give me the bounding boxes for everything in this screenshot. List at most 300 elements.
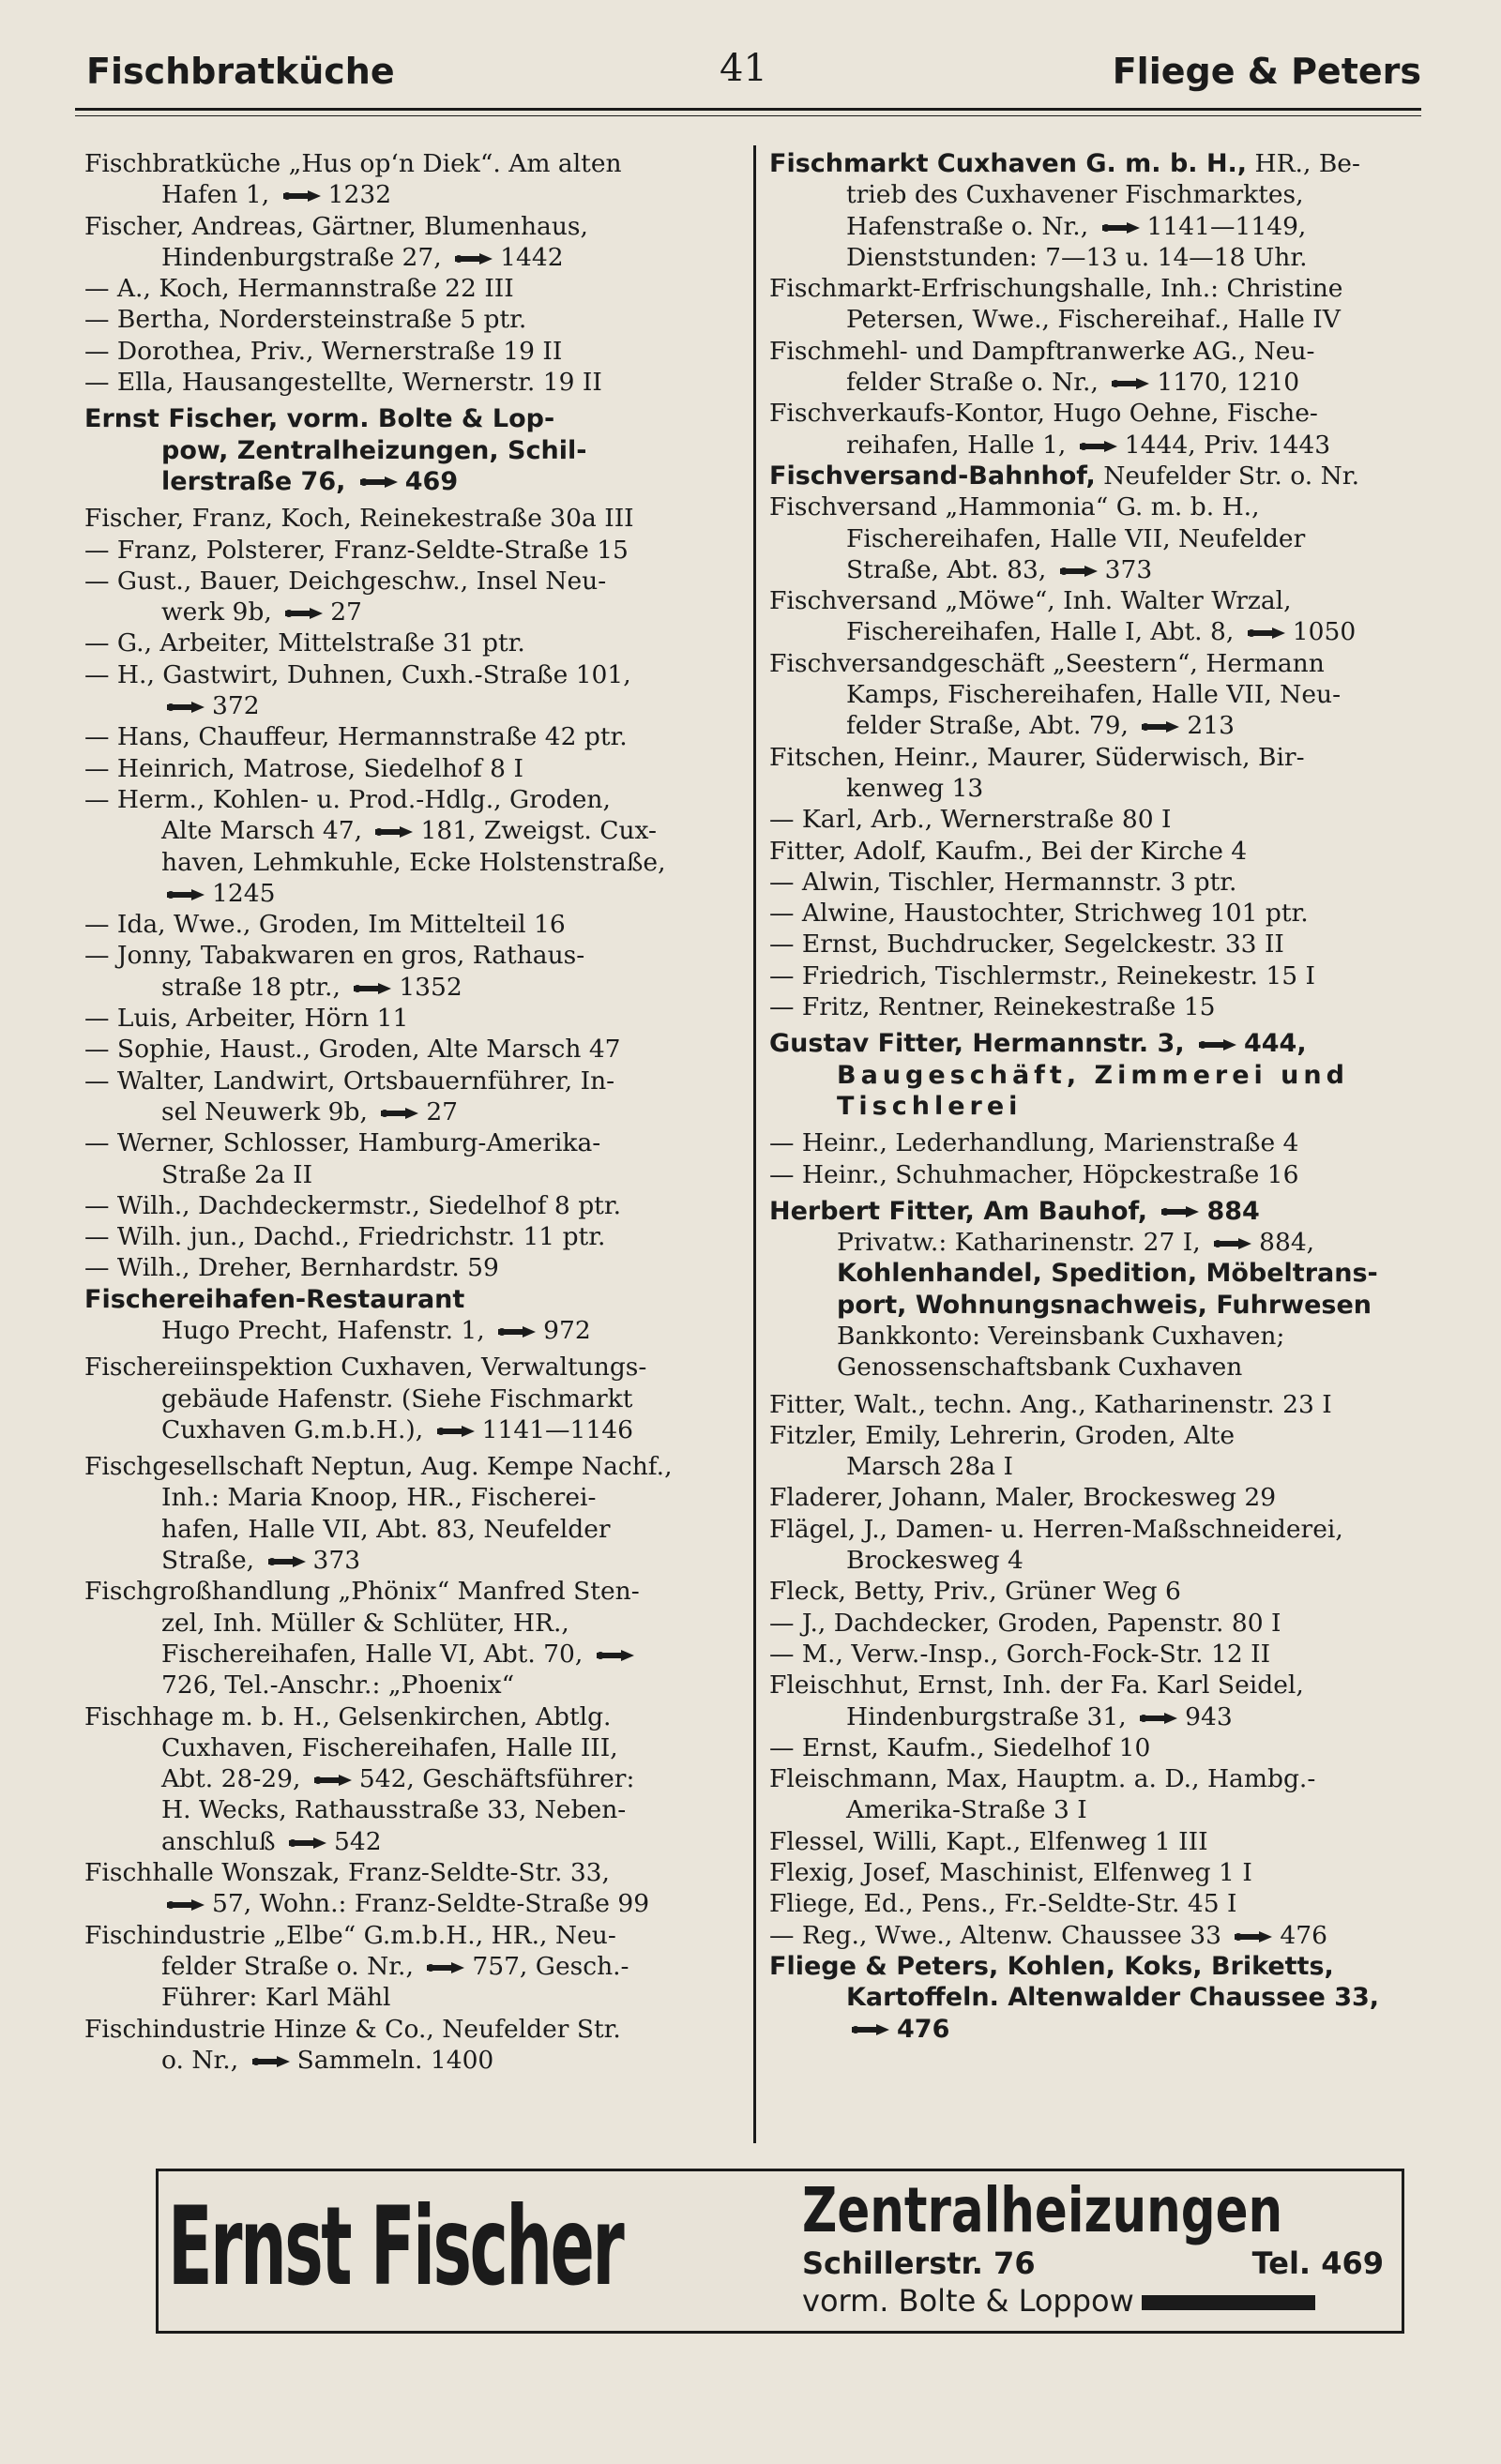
phone-number: 757, Gesch.- — [472, 1951, 629, 1981]
phone-number: 1352 — [399, 972, 462, 1002]
directory-entry — [84, 1066, 741, 1128]
phone-number: 372 — [212, 691, 260, 721]
directory-entry — [84, 1920, 741, 2014]
entry-line — [84, 503, 741, 534]
entry-text: 726, Tel.-Anschr.: „Phoenix“ — [161, 1670, 515, 1701]
entry-line — [769, 1826, 1407, 1857]
entry-line — [769, 679, 1407, 710]
entry-line — [84, 1951, 741, 1982]
entry-line — [84, 784, 741, 815]
entry-line — [769, 273, 1407, 304]
entry-line — [769, 773, 1407, 804]
entry-line — [769, 461, 1407, 491]
directory-entry — [769, 867, 1407, 898]
entry-line — [769, 336, 1407, 367]
entry-text: — Reg., Wwe., Altenw. Chaussee 33 — [769, 1920, 1230, 1950]
telephone-icon — [595, 1649, 636, 1662]
directory-entry — [84, 1284, 741, 1315]
entry-text: Hafen 1, — [161, 180, 278, 210]
entry-text: felder Straße, Abt. 79, — [846, 711, 1137, 741]
directory-entry — [769, 398, 1407, 461]
entry-line — [84, 466, 741, 497]
entry-line — [769, 1028, 1407, 1059]
entry-line — [769, 148, 1407, 179]
entry-text: pow, Zentralheizungen, Schil- — [161, 435, 587, 465]
entry-text: felder Straße o. Nr., — [846, 368, 1107, 398]
entry-text: Kamps, Fischereihafen, Halle VII, Neu- — [846, 680, 1342, 710]
entry-text: Fleischhut, Ernst, Inh. der Fa. Karl Seidel, — [769, 1670, 1304, 1701]
entry-line — [84, 1034, 741, 1065]
directory-entry — [84, 909, 741, 940]
ad-details — [802, 2174, 1393, 2327]
entry-text: Gustav Fitter, Hermannstr. 3, — [769, 1029, 1193, 1059]
directory-entry — [84, 1857, 741, 1920]
ad-company-name: Ernst Fischer — [168, 2184, 623, 2310]
entry-text: — Heinr., Schuhmacher, Höpckestraße 16 — [769, 1159, 1299, 1189]
directory-entry — [769, 1826, 1407, 1857]
entry-line — [769, 491, 1407, 522]
ad-telephone: Tel. 469 — [1251, 2245, 1384, 2281]
directory-entry — [769, 960, 1407, 991]
entry-text: Fischereihafen-Restaurant — [84, 1284, 465, 1314]
entry-line — [84, 690, 741, 721]
entry-text: Fitter, Walt., techn. Ang., Katharinenstr. 23 I — [769, 1389, 1332, 1419]
entry-line — [84, 1159, 741, 1190]
entry-text: — Wilh. jun., Dachd., Friedrichstr. 11 ptr. — [84, 1222, 606, 1252]
entry-line — [769, 1451, 1407, 1482]
phone-number: 213 — [1187, 711, 1235, 741]
telephone-icon — [1233, 1930, 1274, 1943]
entry-text: — Herm., Kohlen- u. Prod.-Hdlg., Groden, — [84, 784, 611, 814]
entry-text: Fischereiinspektion Cuxhaven, Verwaltungs- — [84, 1353, 647, 1383]
phone-number: 1141—1149, — [1146, 211, 1307, 241]
entry-text: Genossenschaftsbank Cuxhaven — [837, 1353, 1243, 1383]
entry-line — [84, 847, 741, 878]
entry-text: Fischindustrie Hinze & Co., Neufelder Str. — [84, 2014, 621, 2044]
telephone-icon — [850, 2023, 891, 2036]
phone-number: 469 — [404, 466, 459, 496]
entry-line — [84, 1857, 741, 1888]
entry-line — [84, 1670, 741, 1701]
directory-entry — [769, 273, 1407, 336]
entry-text: — G., Arbeiter, Mittelstraße 31 ptr. — [84, 628, 525, 658]
entry-line — [84, 878, 741, 909]
entry-text: — Ernst, Buchdrucker, Segelckestr. 33 II — [769, 930, 1284, 960]
entry-text: Hindenburgstraße 27, — [161, 242, 450, 272]
telephone-icon — [287, 1837, 328, 1850]
phone-number: 972 — [543, 1315, 591, 1345]
entry-text: Führer: Karl Mähl — [161, 1983, 391, 2013]
directory-entry — [84, 784, 741, 909]
entry-text: Fischgesellschaft Neptun, Aug. Kempe Nachf., — [84, 1452, 673, 1482]
telephone-icon — [312, 1774, 354, 1787]
telephone-icon — [358, 476, 400, 489]
directory-entry — [769, 648, 1407, 742]
telephone-icon — [435, 1425, 477, 1438]
entry-text: — Wilh., Dreher, Bernhardstr. 59 — [84, 1253, 499, 1283]
entry-text: Fischmehl- und Dampftranwerke AG., Neu- — [769, 336, 1315, 366]
telephone-icon — [266, 1555, 308, 1568]
phone-number: 373 — [1104, 554, 1153, 584]
entry-text: reihafen, Halle 1, — [846, 430, 1074, 460]
entry-text: Brockesweg 4 — [846, 1546, 1023, 1576]
entry-line — [84, 1352, 741, 1383]
entry-line — [769, 1091, 1407, 1122]
entry-line — [769, 1608, 1407, 1639]
telephone-icon — [352, 982, 393, 995]
entry-line — [769, 179, 1407, 210]
entry-text: Dienststunden: 7—13 u. 14—18 Uhr. — [846, 242, 1308, 272]
entry-text: — Friedrich, Tischlermstr., Reinekestr. 15 I — [769, 960, 1315, 990]
phone-number: 1170, 1210 — [1157, 368, 1300, 398]
entry-line — [84, 1284, 741, 1315]
entry-text: Fischversand „Hammonia“ G. m. b. H., — [769, 492, 1260, 522]
directory-entry — [769, 991, 1407, 1022]
entry-line — [769, 585, 1407, 616]
entry-text: — Ella, Hausangestellte, Wernerstr. 19 II — [84, 368, 602, 398]
directory-entry — [84, 148, 741, 211]
entry-text: — A., Koch, Hermannstraße 22 III — [84, 274, 514, 304]
directory-entry — [84, 336, 741, 367]
entry-line — [769, 242, 1407, 273]
directory-entry — [769, 1857, 1407, 1888]
directory-entry — [84, 367, 741, 398]
entry-line — [84, 1127, 741, 1158]
entry-text: — Wilh., Dachdeckermstr., Siedelhof 8 ptr. — [84, 1190, 622, 1220]
directory-entry — [769, 1389, 1407, 1420]
entry-text: Fleischmann, Max, Hauptm. a. D., Hambg.- — [769, 1764, 1316, 1794]
entry-line — [769, 1127, 1407, 1158]
directory-entry — [84, 1190, 741, 1221]
directory-entry — [84, 1701, 741, 1857]
entry-text: Fischer, Andreas, Gärtner, Blumenhaus, — [84, 211, 588, 241]
directory-entry — [769, 148, 1407, 273]
entry-text: zel, Inh. Müller & Schlüter, HR., — [161, 1608, 569, 1638]
directory-entry — [769, 1639, 1407, 1670]
entry-line — [769, 1857, 1407, 1888]
entry-text: Alte Marsch 47, — [161, 816, 371, 846]
entry-line — [84, 2014, 741, 2045]
entry-line — [769, 1420, 1407, 1451]
entry-text: Fliege & Peters, Kohlen, Koks, Briketts, — [769, 1951, 1334, 1981]
entry-line — [84, 566, 741, 597]
entry-line — [769, 1258, 1407, 1289]
directory-entry — [84, 1315, 741, 1346]
ad-address: Schillerstr. 76 — [802, 2245, 1036, 2281]
telephone-icon — [1246, 627, 1287, 640]
directory-entry — [769, 461, 1407, 491]
directory-entry — [84, 659, 741, 722]
entry-line — [769, 1982, 1407, 2013]
entry-text: — H., Gastwirt, Duhnen, Cuxh.-Straße 101, — [84, 659, 631, 689]
entry-text: anschluß — [161, 1826, 284, 1856]
entry-text: — Alwin, Tischler, Hermannstr. 3 ptr. — [769, 867, 1237, 897]
entry-line — [769, 1389, 1407, 1420]
entry-line — [84, 1414, 741, 1445]
phone-number: 1442 — [500, 242, 564, 272]
entry-text: Fischereihafen, Halle VII, Neufelder — [846, 523, 1306, 553]
column-divider — [753, 145, 756, 2143]
header-rule-thin — [75, 115, 1421, 116]
directory-entry — [769, 1732, 1407, 1763]
entry-line — [769, 1732, 1407, 1763]
entry-text: Fischhalle Wonszak, Franz-Seldte-Str. 33, — [84, 1858, 610, 1888]
directory-entry — [84, 753, 741, 784]
entry-line — [84, 148, 741, 179]
entry-text: — Gust., Bauer, Deichgeschw., Insel Neu- — [84, 566, 607, 596]
entry-text: Cuxhaven G.m.b.H.), — [161, 1414, 432, 1444]
entry-text: Fischhage m. b. H., Gelsenkirchen, Abtlg. — [84, 1701, 612, 1731]
entry-text: Fischindustrie „Elbe“ G.m.b.H., HR., Neu- — [84, 1920, 616, 1950]
entry-line — [84, 1982, 741, 2013]
entry-text: Fischversandgeschäft „Seestern“, Hermann — [769, 648, 1325, 678]
telephone-icon — [1197, 1038, 1238, 1051]
entry-text: Fischverkaufs-Kontor, Hugo Oehne, Fische- — [769, 399, 1318, 429]
entry-text: — Jonny, Tabakwaren en gros, Rathaus- — [84, 941, 585, 971]
entry-line — [769, 1920, 1407, 1951]
entry-text: — J., Dachdecker, Groden, Papenstr. 80 I — [769, 1608, 1281, 1638]
right-column — [769, 148, 1407, 2045]
advertisement-box — [156, 2169, 1404, 2334]
entry-text: werk 9b, — [161, 597, 280, 627]
phone-number: 943 — [1185, 1701, 1233, 1731]
directory-entry — [84, 940, 741, 1003]
entry-text: Bankkonto: Vereinsbank Cuxhaven; — [837, 1321, 1285, 1351]
entry-line — [769, 554, 1407, 585]
entry-text: Fliege, Ed., Pens., Fr.-Seldte-Str. 45 I — [769, 1889, 1237, 1919]
directory-entry — [769, 929, 1407, 960]
directory-entry — [769, 1951, 1407, 2045]
entry-line — [769, 1639, 1407, 1670]
entry-text: — Hans, Chauffeur, Hermannstraße 42 ptr. — [84, 722, 628, 752]
directory-entry — [769, 898, 1407, 929]
entry-line — [84, 367, 741, 398]
entry-text: Inh.: Maria Knoop, HR., Fischerei- — [161, 1483, 597, 1513]
phone-number: 444, — [1243, 1029, 1307, 1059]
entry-line — [84, 721, 741, 752]
entry-line — [84, 1763, 741, 1794]
directory-entry — [84, 627, 741, 658]
directory-entry — [84, 403, 741, 497]
entry-line — [769, 1227, 1407, 1258]
entry-line — [769, 710, 1407, 741]
entry-line — [769, 211, 1407, 242]
entry-line — [769, 304, 1407, 335]
ad-former-line — [802, 2282, 1393, 2320]
entry-bold-name: Fischmarkt Cuxhaven G. m. b. H., — [769, 149, 1248, 178]
telephone-icon — [1078, 440, 1119, 453]
entry-text: — Heinrich, Matrose, Siedelhof 8 I — [84, 753, 523, 783]
entry-line — [769, 1482, 1407, 1513]
entry-line — [84, 336, 741, 367]
entry-text: Straße 2a II — [161, 1159, 313, 1189]
entry-text: — Alwine, Haustochter, Strichweg 101 ptr. — [769, 899, 1309, 929]
entry-text: Flexig, Josef, Maschinist, Elfenweg 1 I — [769, 1858, 1252, 1888]
directory-entry — [84, 273, 741, 304]
phone-number: Sammeln. 1400 — [296, 2045, 494, 2075]
entry-text: Fladerer, Johann, Maler, Brockesweg 29 — [769, 1483, 1277, 1513]
phone-number: 27 — [330, 597, 362, 627]
phone-number: 476 — [897, 2014, 950, 2044]
phone-number: 542 — [334, 1826, 382, 1856]
entry-line — [84, 179, 741, 210]
telephone-icon — [250, 2055, 292, 2068]
entry-line — [769, 2014, 1407, 2045]
entry-line — [84, 403, 741, 434]
entry-text: — Luis, Arbeiter, Hörn 11 — [84, 1004, 409, 1034]
entry-text: Fischmarkt-Erfrischungshalle, Inh.: Christine — [769, 274, 1343, 304]
entry-text: — Fritz, Rentner, Reinekestraße 15 — [769, 992, 1216, 1022]
entry-line — [84, 1252, 741, 1283]
directory-entry — [769, 742, 1407, 805]
entry-line — [84, 1221, 741, 1252]
directory-entry — [769, 585, 1407, 648]
entry-text: Fitschen, Heinr., Maurer, Süderwisch, Bir- — [769, 742, 1305, 772]
telephone-icon — [1140, 720, 1181, 733]
entry-line — [84, 1003, 741, 1034]
entry-text: — Heinr., Lederhandlung, Marienstraße 4 — [769, 1128, 1299, 1158]
directory-entry — [84, 566, 741, 628]
entry-text: Hafenstraße o. Nr., — [846, 211, 1097, 241]
entry-text: Kartoffeln. Altenwalder Chaussee 33, — [846, 1983, 1380, 2013]
entry-line — [769, 1060, 1407, 1091]
entry-text: — Karl, Arb., Wernerstraße 80 I — [769, 805, 1172, 835]
entry-line — [769, 1794, 1407, 1825]
entry-line — [84, 211, 741, 242]
entry-line — [84, 597, 741, 627]
telephone-icon — [425, 1961, 466, 1974]
telephone-icon — [1160, 1205, 1201, 1218]
entry-text: Neufelder Str. o. Nr. — [1095, 461, 1359, 491]
entry-text: Petersen, Wwe., Fischereihaf., Halle IV — [846, 305, 1341, 335]
entry-line — [769, 929, 1407, 960]
ad-decorative-bar — [1142, 2295, 1315, 2310]
entry-text: Cuxhaven, Fischereihafen, Halle III, — [161, 1732, 618, 1762]
directory-entry — [769, 1420, 1407, 1483]
entry-line — [769, 1888, 1407, 1919]
directory-entry — [84, 1352, 741, 1445]
directory-entry — [769, 1576, 1407, 1607]
directory-entry — [769, 1888, 1407, 1919]
directory-entry — [769, 1670, 1407, 1732]
entry-line — [769, 367, 1407, 398]
page-header — [75, 45, 1421, 101]
entry-text: Fischereihafen, Halle I, Abt. 8, — [846, 617, 1242, 647]
directory-entry — [84, 1127, 741, 1190]
directory-entry — [769, 1608, 1407, 1639]
entry-line — [84, 1482, 741, 1513]
entry-line — [84, 435, 741, 466]
entry-line — [84, 1732, 741, 1763]
directory-entry — [769, 1159, 1407, 1190]
entry-text: hafen, Halle VII, Abt. 83, Neufelder — [161, 1514, 611, 1544]
entry-line — [769, 1514, 1407, 1545]
telephone-icon — [165, 1898, 206, 1912]
telephone-icon — [283, 607, 325, 620]
entry-line — [84, 1451, 741, 1482]
directory-entry — [84, 1451, 741, 1576]
entry-text: — Franz, Polsterer, Franz-Seldte-Straße 15 — [84, 535, 629, 565]
phone-number: 1141—1146 — [481, 1414, 633, 1444]
entry-text: Straße, — [161, 1546, 263, 1576]
directory-entry — [769, 1127, 1407, 1158]
entry-line — [769, 1159, 1407, 1190]
entry-line — [84, 1608, 741, 1639]
entry-text: Fitter, Adolf, Kaufm., Bei der Kirche 4 — [769, 836, 1248, 866]
entry-text: — Walter, Landwirt, Ortsbauernführer, In- — [84, 1066, 615, 1096]
entry-line — [84, 909, 741, 940]
entry-line — [84, 1514, 741, 1545]
telephone-icon — [281, 189, 323, 203]
entry-text: felder Straße o. Nr., — [161, 1951, 422, 1981]
entry-line — [84, 1920, 741, 1951]
directory-entry — [769, 836, 1407, 867]
telephone-icon — [165, 701, 206, 714]
telephone-icon — [1110, 377, 1151, 390]
directory-entry — [84, 1221, 741, 1252]
telephone-icon — [453, 252, 494, 265]
entry-text: HR., Be- — [1247, 149, 1360, 178]
phone-number: 1444, Priv. 1443 — [1124, 430, 1331, 460]
header-rule — [75, 108, 1421, 111]
telephone-icon — [165, 888, 206, 901]
directory-entry — [769, 804, 1407, 835]
entry-line — [769, 648, 1407, 679]
entry-text: Kohlenhandel, Spedition, Möbeltrans- — [837, 1259, 1378, 1289]
entry-text: Fischbratküche „Hus op‘n Diek“. Am alten — [84, 149, 622, 178]
directory-entry — [769, 1763, 1407, 1826]
directory-entry — [84, 304, 741, 335]
telephone-icon — [1058, 565, 1099, 578]
entry-line — [84, 273, 741, 304]
entry-line — [84, 304, 741, 335]
entry-line — [84, 1701, 741, 1732]
entry-line — [84, 1096, 741, 1127]
entry-text: Hindenburgstraße 31, — [846, 1701, 1135, 1731]
entry-text: Abt. 28-29, — [161, 1764, 309, 1794]
entry-text: Flessel, Willi, Kapt., Elfenweg 1 III — [769, 1826, 1208, 1856]
entry-line — [84, 940, 741, 971]
directory-entry — [84, 1252, 741, 1283]
entry-text: Fischereihafen, Halle VI, Abt. 70, — [161, 1639, 591, 1669]
directory-entry — [84, 535, 741, 566]
entry-line — [84, 972, 741, 1003]
entry-line — [84, 1888, 741, 1919]
entry-line — [769, 1545, 1407, 1576]
entry-line — [769, 1196, 1407, 1227]
entry-line — [769, 1701, 1407, 1732]
entry-bold-name: Fischversand-Bahnhof, — [769, 461, 1096, 491]
entry-text: — Ida, Wwe., Groden, Im Mittelteil 16 — [84, 910, 566, 940]
phone-number: 476 — [1280, 1920, 1327, 1950]
entry-line — [84, 1315, 741, 1346]
entry-text: haven, Lehmkuhle, Ecke Holstenstraße, — [161, 847, 666, 877]
entry-text: Fischgroßhandlung „Phönix“ Manfred Sten- — [84, 1577, 640, 1607]
entry-text: Tischlerei — [837, 1091, 1023, 1121]
entry-line — [84, 815, 741, 846]
entry-text: Flägel, J., Damen- u. Herren-Maßschneiderei, — [769, 1514, 1343, 1544]
entry-text: — Sophie, Haust., Groden, Alte Marsch 47 — [84, 1035, 621, 1065]
entry-line — [84, 1794, 741, 1825]
entry-line — [84, 535, 741, 566]
page-number: 41 — [720, 47, 767, 90]
entry-line — [769, 1670, 1407, 1701]
entry-text: Baugeschäft, Zimmerei und — [837, 1060, 1349, 1090]
entry-text: Straße, Abt. 83, — [846, 554, 1054, 584]
directory-entry — [84, 1003, 741, 1034]
entry-text: Hugo Precht, Hafenstr. 1, — [161, 1315, 493, 1345]
phone-number: 27 — [426, 1096, 459, 1126]
